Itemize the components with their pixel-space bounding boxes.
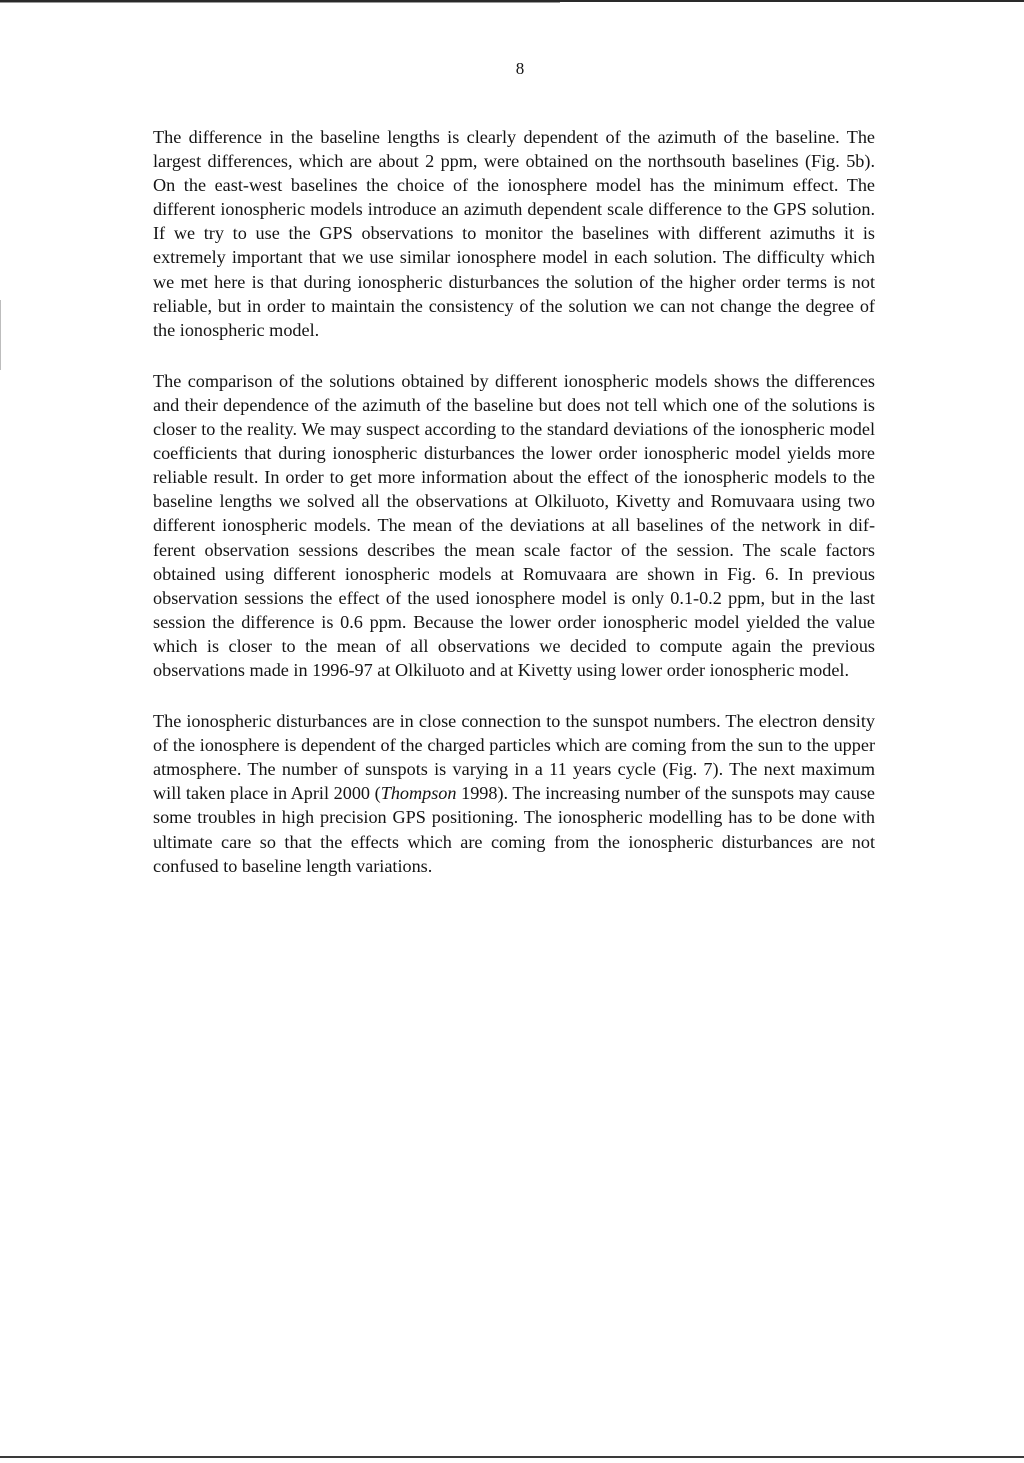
paragraph-sunspots-text-after: 1998). The increasing number of the sunspots may cause some troubles in high precision GPS positioning. The ionospheric modelling has to be done with ultimate care so that the effects which are coming from the ionospheric disturbances are not confused to baseline length variations. — [153, 783, 875, 876]
paragraph-sunspots-text-before: The ionospheric disturbances are in close connection to the sunspot numbers. The electron density of the ionosphere is dependent of the charged particles which are coming from the sun to the upper atmosphere. The number of sunspots is varying in a 11 years cycle (Fig. 7). The next maximum will taken place in April 2000 ( — [153, 711, 875, 804]
scan-border-left — [0, 300, 1, 370]
page-number: 8 — [515, 59, 525, 78]
scan-border-bottom — [0, 1456, 1024, 1458]
paragraph-sunspots — [153, 709, 875, 878]
citation-author: Thompson — [380, 783, 457, 804]
paragraph-baseline-azimuth: The difference in the baseline lengths is clearly dependent of the azimuth of the baseline. The largest differences, which are about 2 ppm, were obtained on the northsouth baselines (Fig. 5b). On the east-west baselines the choice of the ionosphere model has the minimum effect. The different ionospheric models introduce an azimuth dependent scale difference to the GPS solution. If we try to use the GPS observations to monitor the baselines with different azimuths it is extremely important that we use similar ionosphere model in each solution. The difficulty which we met here is that during ionospheric disturbances the solution of the higher order terms is not reliable, but in order to maintain the consistency of the solution we can not change the degree of the ionospheric model. — [153, 127, 875, 340]
body-text — [153, 125, 875, 905]
scan-border-top-shadow — [0, 2, 560, 3]
paragraph-ionospheric-comparison: The comparison of the solutions obtained by different ionospheric models shows the differences and their dependence of the azimuth of the baseline but does not tell which one of the solutions is closer to the reality. We may suspect according to the standard deviations of the ionospheric model coefficients that during ionospheric disturbances the lower order ionospheric model yields more reliable result. In order to get more information about the effect of the ionospheric models to the baseline lengths we solved all the observations at Olkiluoto, Kivetty and Romuvaara using two different ionospheric models. The mean of the deviations at all baselines of the network in different observation sessions describes the mean scale factor of the session. The scale factors obtained using different ionospheric models at Romuvaara are shown in Fig. 6. In previous observation sessions the effect of the used ionosphere model is only 0.1-0.2 ppm, but in the last session the difference is 0.6 ppm. Because the lower order ionospheric model yielded the value which is closer to the mean of all observations we decided to compute again the previous observations made in 1996-97 at Olkiluoto and at Kivetty using lower order ionospheric model. — [153, 370, 875, 680]
